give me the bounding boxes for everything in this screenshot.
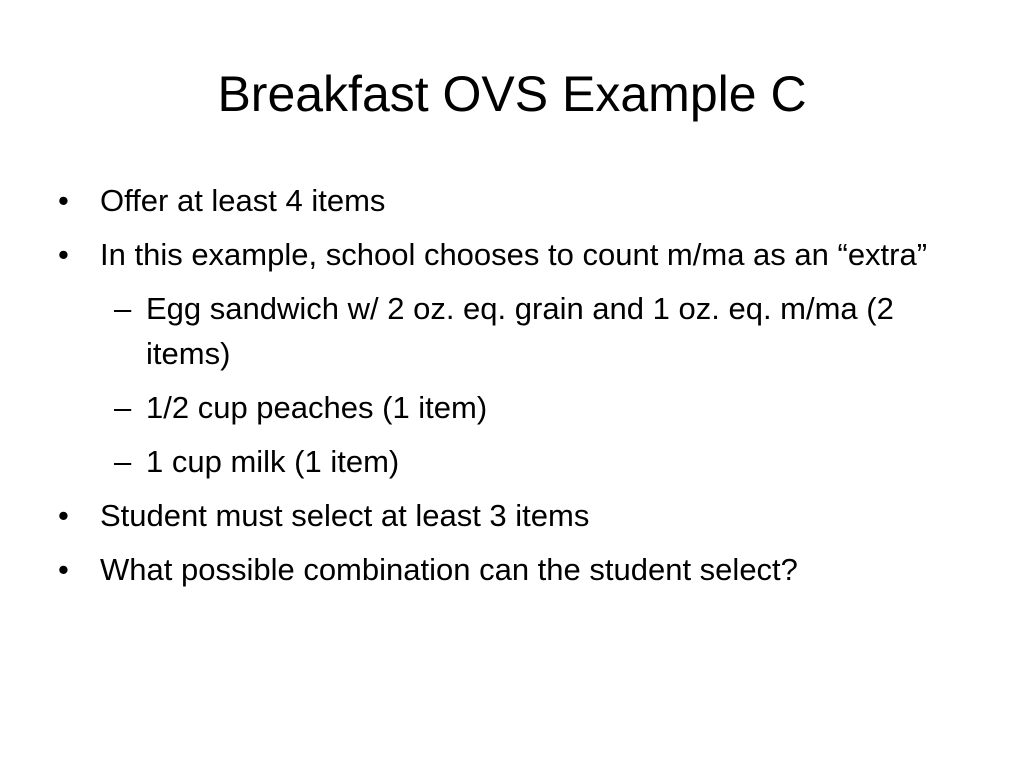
slide-title: Breakfast OVS Example C	[217, 66, 807, 122]
sub-list-item	[56, 439, 976, 484]
sub-list-item-text: 1/2 cup peaches (1 item)	[146, 390, 488, 425]
bullet-marker: •	[58, 237, 69, 272]
list-item	[56, 178, 976, 223]
sub-list-item	[56, 385, 976, 430]
bullet-list	[56, 178, 976, 601]
list-item-text: Student must select at least 3 items	[100, 498, 590, 533]
bullet-marker: •	[58, 552, 69, 587]
list-item	[56, 493, 976, 538]
bullet-marker: •	[58, 183, 69, 218]
list-item-text: What possible combination can the student select?	[100, 552, 798, 587]
list-item	[56, 232, 976, 277]
sub-list-item	[56, 286, 976, 376]
sub-list-item-text: 1 cup milk (1 item)	[146, 444, 400, 479]
dash-marker: –	[114, 390, 132, 425]
sub-list-item-text: Egg sandwich w/ 2 oz. eq. grain and 1 oz. eq. m/ma (2 items)	[146, 291, 894, 371]
list-item-text: In this example, school chooses to count m/ma as an “extra”	[100, 237, 928, 272]
dash-marker: –	[114, 444, 132, 479]
dash-marker: –	[114, 291, 132, 326]
list-item	[56, 547, 976, 592]
bullet-marker: •	[58, 498, 69, 533]
list-item-text: Offer at least 4 items	[100, 183, 386, 218]
